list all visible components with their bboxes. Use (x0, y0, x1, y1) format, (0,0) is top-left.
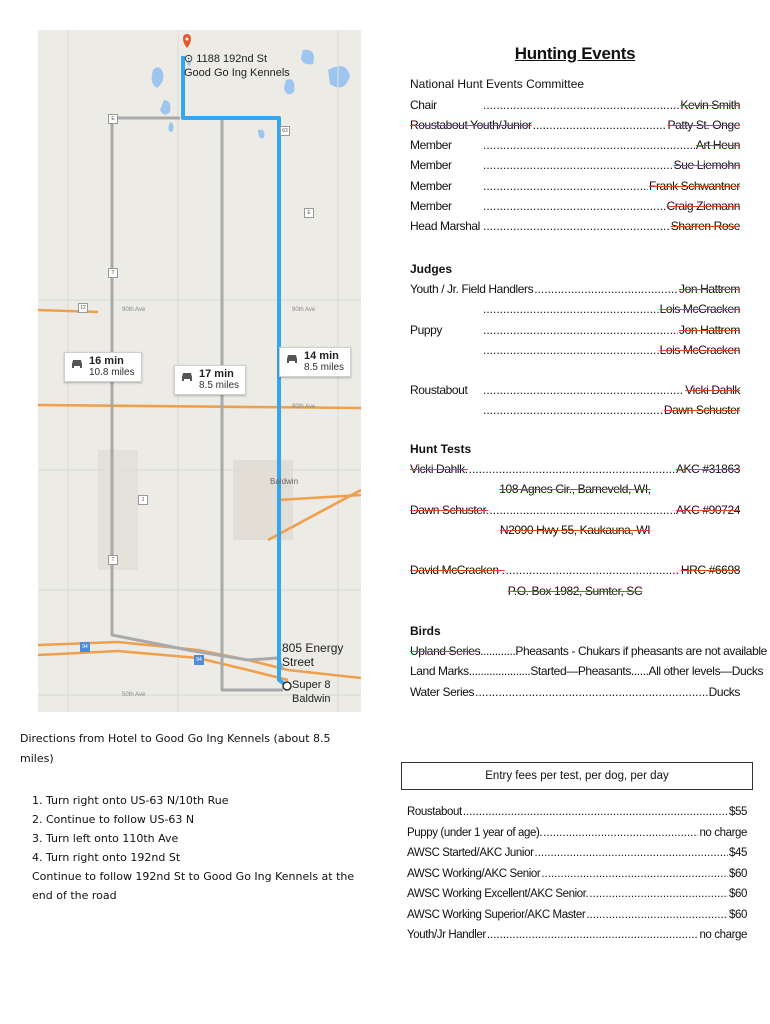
destination-pin (183, 34, 191, 48)
route-time: 16 min (89, 355, 124, 367)
road-label: 80th Ave (292, 404, 316, 410)
fees-list (401, 790, 753, 946)
road-shield: J (138, 495, 148, 505)
directions-steps (20, 791, 360, 905)
direction-step: 3. Turn left onto 110th Ave (32, 832, 179, 845)
judge-row: ..... Lois McCracken (410, 340, 740, 360)
directions (20, 729, 360, 905)
judges-heading: Judges (410, 261, 453, 276)
page-title: Hunting Events (514, 44, 636, 63)
fee-row: AWSC Working/AKC Senior ..... $60 (407, 864, 747, 885)
road-label: 90th Ave (122, 307, 146, 313)
location-pin-icon: ⊙ (184, 53, 194, 65)
committee-row: Chair ..... Kevin Smith (410, 95, 740, 115)
lake (328, 66, 350, 87)
route-option-1[interactable] (64, 352, 142, 382)
lake (284, 79, 294, 94)
car-icon (285, 353, 299, 365)
route-distance: 8.5 miles (304, 362, 345, 373)
birds-heading: Birds (410, 623, 441, 638)
committee-row: Roustabout Youth/Junior ..... Patty St. Onge (410, 115, 740, 135)
fees-heading: Entry fees per test, per dog, per day (401, 762, 753, 790)
committee-row: Head Marshal ..... Sharren Rose (410, 216, 740, 236)
committee-row: Member ..... Art Heun (410, 135, 740, 155)
origin-label[interactable]: Super 8 Baldwin (292, 679, 331, 705)
route-time: 17 min (199, 368, 234, 380)
route-distance: 8.5 miles (199, 380, 240, 391)
fee-row: Puppy (under 1 year of age). ..... no charge (407, 823, 747, 844)
lake (160, 100, 170, 115)
lake (301, 50, 314, 65)
road-shield: E (108, 114, 118, 124)
fee-row: AWSC Working Superior/AKC Master ..... $60 (407, 905, 747, 926)
judge-row: Roustabout ..... Vicki Dahlk (410, 380, 740, 400)
committee-heading: National Hunt Events Committee (410, 77, 585, 92)
route-time: 14 min (304, 350, 339, 362)
destination-name: Good Go Ing Kennels (184, 67, 290, 79)
lake (258, 130, 264, 139)
direction-step: 4. Turn right onto 192nd St (32, 851, 181, 864)
lake (152, 67, 164, 88)
birds-row: Water Series ..... Ducks (410, 682, 740, 702)
birds-row: Land Marks ..................... Started—Pheasants......All other levels—Ducks (410, 664, 764, 679)
road-shield: 12 (78, 303, 88, 313)
hunt-test-row: Vicki Dahlk. ..... AKC #31863 (410, 459, 740, 479)
fee-row: AWSC Started/AKC Junior ..... $45 (407, 843, 747, 864)
road-shield: T (108, 555, 118, 565)
judge-row: ..... Dawn Schuster (410, 400, 740, 420)
town-label: Baldwin (270, 477, 299, 486)
judge-row: ..... Lois McCracken (410, 299, 740, 319)
interstate-shield: 94 (80, 642, 90, 652)
destination-label[interactable] (184, 52, 290, 80)
route-map (38, 30, 361, 712)
hunt-test-address: N2090 Hwy 55, Kaukauna, WI (499, 522, 651, 537)
road-label: 90th Ave (292, 307, 316, 313)
road-shield: T (108, 268, 118, 278)
hunt-test-row: Dawn Schuster. ..... AKC #90724 (410, 500, 740, 520)
energy-street-label: 805 Energy Street (282, 641, 344, 669)
route-option-3[interactable] (279, 347, 351, 377)
hunt-test-address: 108 Agnes Cir., Barneveld, WI, (499, 482, 651, 497)
fee-row: AWSC Working Excellent/AKC Senior. ..... $60 (407, 884, 747, 905)
destination-address: 1188 192nd St (196, 53, 268, 65)
fee-row: Roustabout ..... $55 (407, 802, 747, 823)
road-shield: 63 (280, 126, 290, 136)
committee-row: Member ..... Frank Schwantner (410, 176, 740, 196)
route-option-2[interactable] (174, 365, 246, 395)
car-icon (70, 358, 84, 370)
direction-step: 1. Turn right onto US-63 N/10th Rue (32, 794, 229, 807)
committee-row: Member ..... Craig Ziemann (410, 196, 740, 216)
route-distance: 10.8 miles (89, 367, 135, 378)
birds-row: Upland Series ........... .Pheasants - Chukars if pheasants are not available (410, 644, 767, 659)
committee-row: Member ..... Sue Liemohn (410, 155, 740, 175)
car-icon (180, 371, 194, 383)
road-label: 50th Ave (122, 692, 146, 698)
fee-row: Youth/Jr Handler ..... no charge (407, 925, 747, 946)
hunt-test-address: P.O. Box 1982, Sumter, SC (507, 583, 643, 598)
hunt-tests-heading: Hunt Tests (410, 441, 472, 456)
judge-row: Youth / Jr. Field Handlers ..... Jon Hattrem (410, 279, 740, 299)
directions-heading: Directions from Hotel to Good Go Ing Kennels (about 8.5 miles) (20, 732, 331, 765)
interstate-shield: 94 (194, 655, 204, 665)
direction-step: 2. Continue to follow US-63 N (32, 813, 195, 826)
direction-step: Continue to follow 192nd St to Good Go Ing Kennels at the end of the road (32, 870, 355, 902)
road-shield: E (304, 208, 314, 218)
entry-fees (401, 762, 753, 946)
lake (168, 122, 173, 132)
judge-row: Puppy ..... Jon Hattrem (410, 320, 740, 340)
origin-marker (283, 682, 291, 690)
hunting-events (410, 44, 767, 702)
hunt-test-row: David McCracken . ..... HRC #6698 (410, 560, 740, 580)
